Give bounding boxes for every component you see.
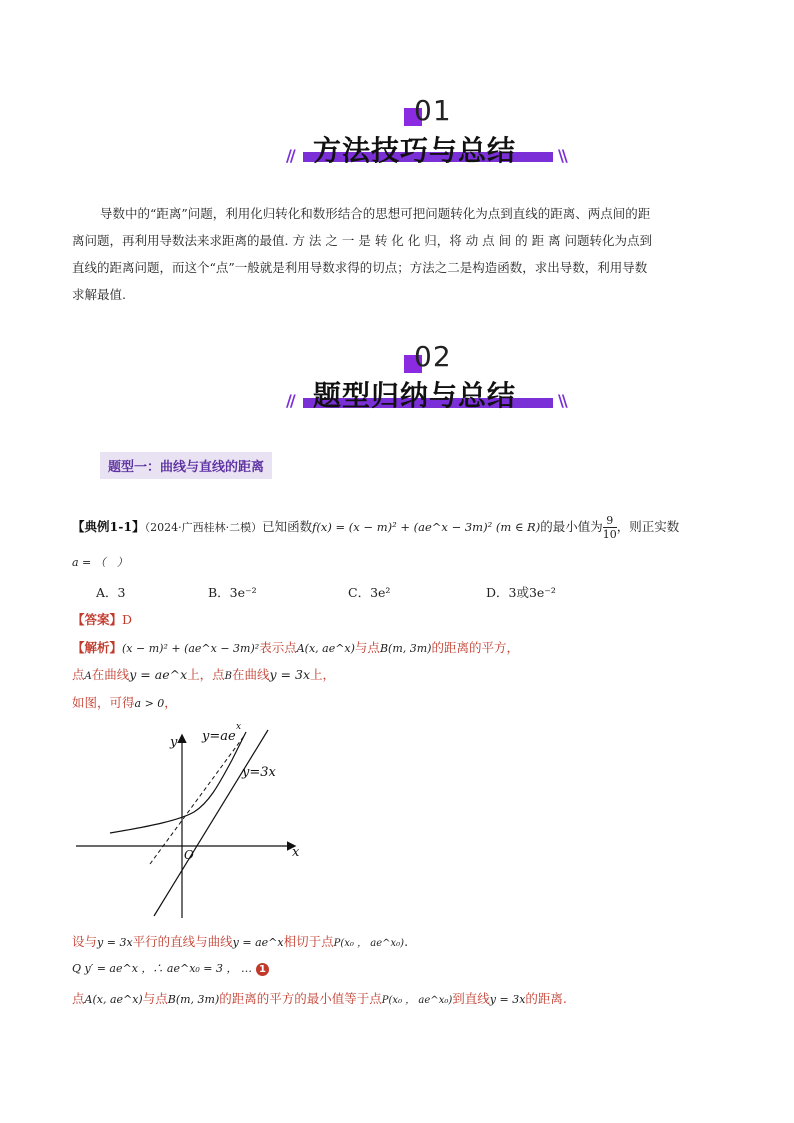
analysis-text: 上，点 (187, 667, 225, 682)
line-label: y=3x (242, 765, 276, 780)
analysis-text: 与点 (142, 991, 168, 1006)
example-stem-pre: 已知函数 (262, 519, 313, 534)
analysis-line-3 (72, 693, 177, 711)
line-y-3x (154, 730, 268, 916)
analysis-text: 与点 (354, 640, 380, 655)
example-function: f(x) = (x − m)² + (ae^x − 3m)² (m ∈ R) (312, 520, 541, 534)
analysis-text: 在曲线 (232, 667, 270, 682)
y-axis-label: y (170, 735, 178, 750)
tangent-point: P(x₀ ， ae^x₀) (333, 938, 405, 949)
analysis-text: 如图，可得 (72, 695, 135, 710)
example-line-2: a = （ ） (72, 556, 128, 569)
line-expression: y = 3x (97, 936, 133, 949)
derivative-expression: Q y′ = ae^x ，∴ ae^x₀ = 3 ， … (72, 962, 253, 975)
analysis-text: ， (164, 695, 177, 710)
analysis-text: 表示点 (259, 640, 297, 655)
point-b-label: B (224, 671, 232, 682)
analysis-label: 【解析】 (72, 640, 123, 655)
intro-line: 导数中的“距离”问题，利用化归转化和数形结合的思想可把问题转化为点到直线的距离、两点间的距 (100, 206, 651, 221)
intro-line: 离问题，再利用导数法来求距离的最值. 方 法 之 一 是 转 化 化 归，将 动 点 间 的 距 离 问题转化为点到 (72, 233, 653, 248)
curve-expression: y = ae^x (129, 667, 188, 682)
analysis-text: 点 (72, 991, 85, 1006)
example-stem (72, 514, 679, 541)
section-2-right-slash: \\ (558, 391, 566, 410)
example-label: 【典例1-1】 (72, 519, 145, 534)
line-expression: y = 3x (269, 667, 311, 682)
analysis-text: 平行的直线与曲线 (132, 934, 233, 949)
section-1-right-slash: \\ (558, 146, 566, 165)
curve-expression: y = ae^x (232, 936, 284, 949)
option-c: C．3e² (348, 585, 391, 600)
section-2-title: 题型归纳与总结 (313, 379, 517, 412)
option-a: A．3 (96, 585, 126, 600)
example-source: （2024·广西桂林·二模） (144, 521, 263, 534)
analysis-text: 的距离的平方的最小值等于点 (219, 991, 382, 1006)
example-stem-mid: 的最小值为 (540, 519, 603, 534)
section-1-title: 方法技巧与总结 (313, 134, 517, 167)
analysis-text: . (404, 934, 409, 949)
section-1-number: 01 (414, 94, 452, 127)
analysis-line-4 (72, 932, 408, 950)
fraction-numerator: 9 (606, 514, 614, 527)
analysis-text: 点 (72, 667, 85, 682)
graph-figure (72, 722, 312, 922)
point-a: A(x, ae^x) (296, 642, 355, 655)
tangent-point: P(x₀ ， ae^x₀) (381, 995, 453, 1006)
analysis-text: 上， (310, 667, 336, 682)
curve-label: y=ae (202, 729, 236, 744)
analysis-text: 的距离. (525, 991, 567, 1006)
example-fraction (603, 514, 617, 541)
example-stem-post: ，则正实数 (616, 519, 680, 534)
analysis-text: 的距离的平方， (431, 640, 519, 655)
analysis-text: 在曲线 (91, 667, 130, 682)
section-2-number: 02 (414, 340, 452, 373)
analysis-text: 相切于点 (283, 934, 334, 949)
point-a: A(x, ae^x) (84, 993, 143, 1006)
point-b: B(m, 3m) (167, 993, 220, 1006)
question-type-tag: 题型一：曲线与直线的距离 (100, 452, 272, 479)
fraction-denominator: 10 (602, 528, 617, 541)
x-axis-label: x (292, 845, 300, 860)
intro-paragraph (72, 200, 720, 308)
analysis-text: 设与 (72, 934, 98, 949)
line-expression: y = 3x (489, 993, 526, 1006)
exponential-curve (110, 732, 246, 833)
analysis-line-1 (72, 638, 519, 656)
curve-label-superscript: x (236, 722, 242, 732)
intro-line: 直线的距离问题，而这个“点”一般就是利用导数求得的切点；方法之二是构造函数，求出导数，利用导数 (72, 260, 648, 275)
answer-label: 【答案】 (72, 612, 123, 627)
analysis-expression: (x − m)² + (ae^x − 3m)² (122, 642, 260, 655)
analysis-line-5 (72, 960, 269, 976)
option-b: B．3e⁻² (208, 585, 257, 600)
origin-label: O (184, 848, 194, 862)
point-b: B(m, 3m) (379, 642, 432, 655)
section-1-left-slash: // (286, 146, 294, 165)
option-d: D．3或3e⁻² (486, 585, 556, 600)
answer-value: D (122, 612, 133, 627)
analysis-text: 到直线 (452, 991, 490, 1006)
point-a-label: A (84, 671, 92, 682)
analysis-line-2 (72, 665, 335, 683)
equation-marker-circle: 1 (256, 963, 269, 976)
intro-line: 求解最值. (72, 287, 126, 302)
answer-line (72, 610, 132, 628)
section-2-left-slash: // (286, 391, 294, 410)
analysis-line-6 (72, 989, 567, 1007)
inequality-expression: a > 0 (134, 697, 165, 710)
